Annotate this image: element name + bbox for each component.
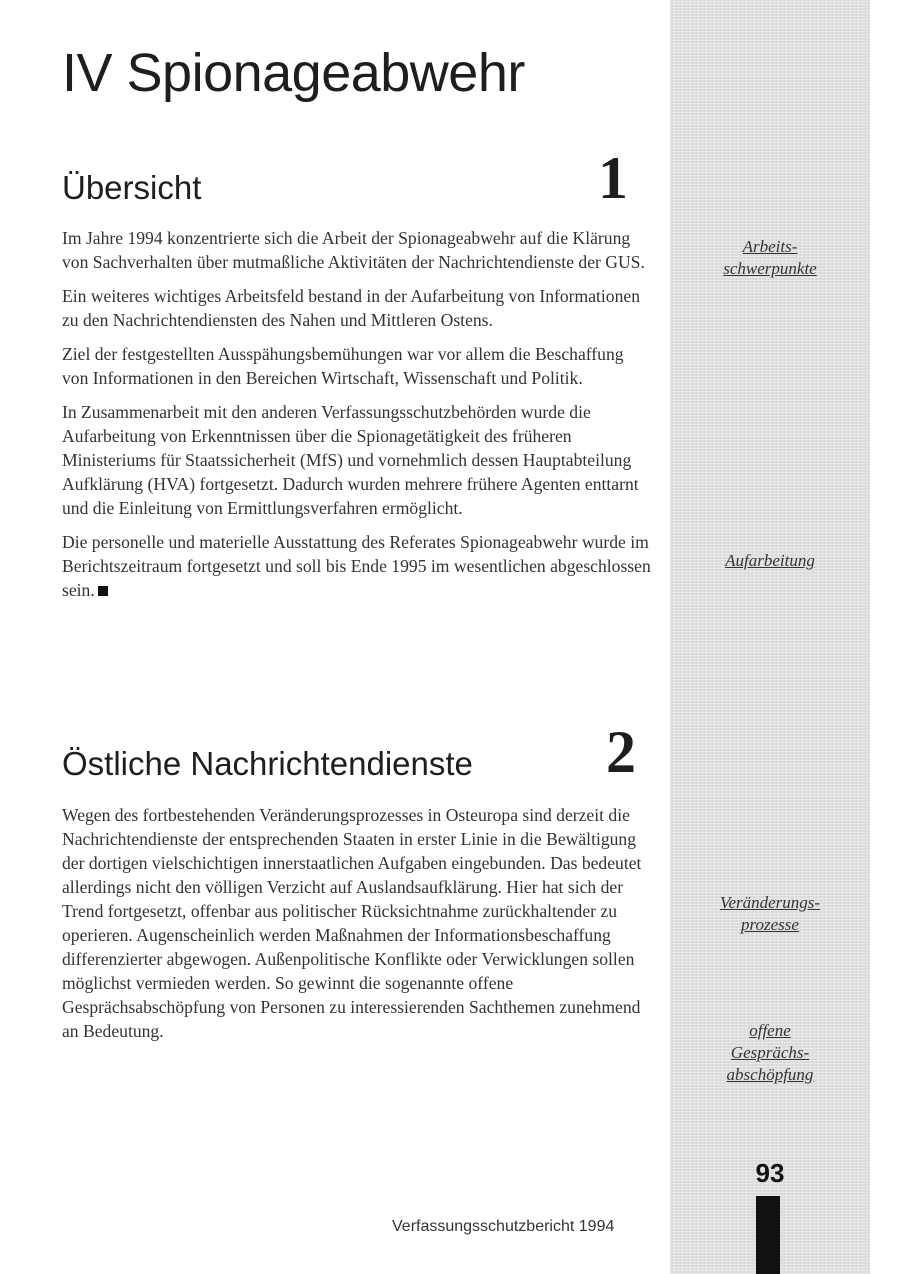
margin-note-line: abschöpfung (726, 1065, 814, 1084)
section-number-2: 2 (606, 719, 636, 785)
margin-note-offene-gespraechsabschoepfung (672, 1020, 868, 1086)
paragraph: Im Jahre 1994 konzentrierte sich die Arbeit der Spionageabwehr auf die Klärung von Sachverhalten über mutmaßliche Aktivitäten der Nachrichtendienste der GUS. (62, 228, 645, 272)
section-number-1: 1 (598, 145, 628, 211)
margin-note-line: Gesprächs- (730, 1043, 810, 1062)
margin-note-line: Veränderungs- (719, 893, 821, 912)
paragraph: Wegen des fortbestehenden Veränderungsprozesses in Osteuropa sind derzeit die Nachrichtendienste der entsprechenden Staaten in erster Linie in die Bewältigung der dortigen vielschichtigen innerstaatlichen Aufgaben eingebunden. Das bedeutet allerdings nicht den völligen Verzicht auf Auslandsaufklärung. Hier hat sich der Trend fortgesetzt, offenbar aus politischer Rücksichtnahme zurückhaltender zu operieren. Augenscheinlich werden Maßnahmen der Informationsbeschaffung differenzierter abgewogen. Außenpolitische Konflikte oder Verwicklungen sollen möglichst vermieden werden. So gewinnt die sogenannte offene Gesprächsabschöpfung von Personen zu interessierenden Sachthemen zunehmend an Bedeutung. (62, 805, 642, 1041)
paragraph-text: Die personelle und materielle Ausstattung des Referates Spionageabwehr wurde im Berichtszeitraum fortgesetzt und soll bis Ende 1995 im wesentlichen abgeschlossen sein. (62, 532, 651, 600)
margin-note-veraenderungsprozesse (672, 892, 868, 936)
section-1-body (62, 226, 652, 612)
end-of-section-mark (98, 586, 108, 596)
chapter-title: IV Spionageabwehr (62, 43, 525, 103)
margin-note-line: prozesse (741, 915, 799, 934)
margin-note-line: Arbeits- (742, 237, 798, 256)
section-heading-oestliche-nachrichtendienste: Östliche Nachrichtendienste (62, 745, 473, 782)
footer-publication: Verfassungsschutzbericht 1994 (392, 1218, 615, 1235)
margin-note-line: offene (749, 1021, 791, 1040)
paragraph-last (62, 530, 652, 602)
section-heading-uebersicht: Übersicht (62, 169, 202, 206)
page-number: 93 (755, 1158, 785, 1188)
margin-note-arbeitsschwerpunkte (672, 236, 868, 280)
page-marker-bar (756, 1196, 780, 1274)
paragraph: In Zusammenarbeit mit den anderen Verfassungsschutzbehörden wurde die Aufarbeitung von Erkenntnissen über die Spionagetätigkeit des früheren Ministeriums für Staatssicherheit (MfS) und vornehmlich dessen Hauptabteilung Aufklärung (HVA) fortgesetzt. Dadurch wurden mehrere frühere Agenten enttarnt und die Einleitung von Ermittlungsverfahren ermöglicht. (62, 402, 639, 518)
paragraph: Ziel der festgestellten Ausspähungsbemühungen war vor allem die Beschaffung von Informationen in den Bereichen Wirtschaft, Wissenschaft und Politik. (62, 344, 624, 388)
margin-note-aufarbeitung (672, 550, 868, 572)
paragraph: Ein weiteres wichtiges Arbeitsfeld bestand in der Aufarbeitung von Informationen zu den Nachrichtendiensten des Nahen und Mittleren Ostens. (62, 286, 640, 330)
margin-note-line: schwerpunkte (723, 259, 817, 278)
section-2-body (62, 803, 652, 1053)
margin-note-line: Aufarbeitung (725, 551, 815, 570)
